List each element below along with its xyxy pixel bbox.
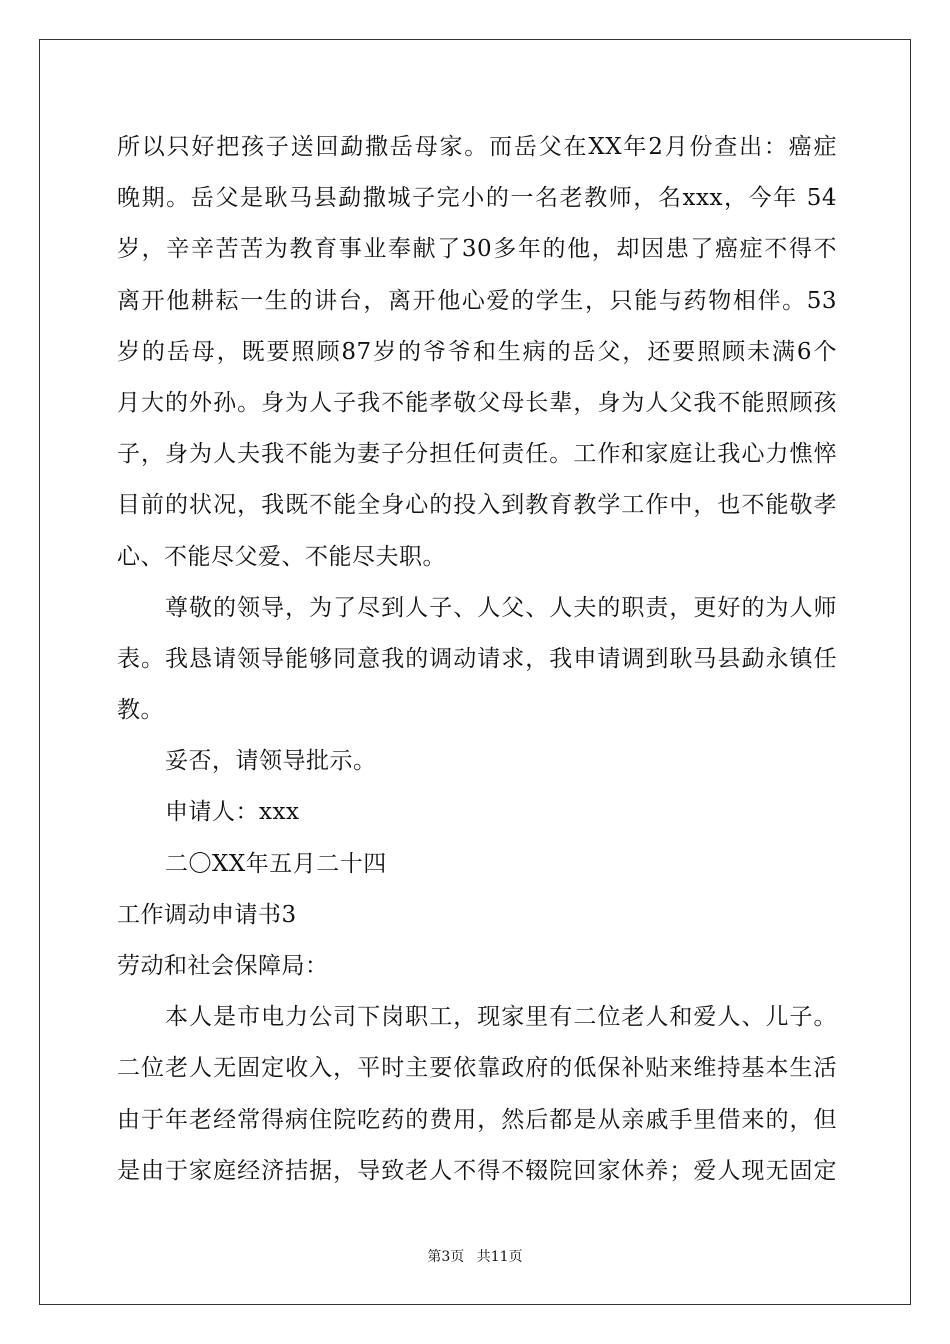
text-line: 是由于家庭经济拮据，导致老人不得不辍院回家休养；爱人现无固定 bbox=[117, 1157, 837, 1184]
page-number: 第3页 bbox=[427, 1249, 465, 1265]
text-line: 所以只好把孩子送回勐撒岳母家。而岳父在XX年2月份查出：癌症 bbox=[117, 134, 837, 160]
addressee-line: 劳动和社会保障局： bbox=[117, 953, 329, 979]
text-line: 尊敬的领导，为了尽到人子、人父、人夫的职责，更好的为人师 bbox=[165, 594, 837, 621]
page-total: 共11页 bbox=[476, 1249, 523, 1265]
text-line: 教。 bbox=[117, 697, 164, 724]
text-line: 岁，辛辛苦苦为教育事业奉献了30多年的他，却因患了癌症不得不 bbox=[117, 236, 837, 263]
text-line: 离开他耕耘一生的讲台，离开他心爱的学生，只能与药物相伴。53 bbox=[117, 287, 837, 314]
date-line: 二〇XX年五月二十四 bbox=[165, 850, 387, 877]
text-line: 本人是市电力公司下岗职工，现家里有二位老人和爱人、儿子。 bbox=[165, 1004, 837, 1031]
section-title: 工作调动申请书3 bbox=[117, 901, 297, 928]
text-line: 表。我恳请领导能够同意我的调动请求，我申请调到耿马县勐永镇任 bbox=[117, 645, 837, 672]
text-line: 目前的状况，我既不能全身心的投入到教育教学工作中，也不能敬孝 bbox=[117, 492, 837, 519]
applicant-line: 申请人：xxx bbox=[165, 799, 300, 826]
text-line: 二位老人无固定收入，平时主要依靠政府的低保补贴来维持基本生活 bbox=[117, 1055, 837, 1082]
text-line: 由于年老经常得病住院吃药的费用，然后都是从亲戚手里借来的，但 bbox=[117, 1106, 837, 1133]
text-line: 岁的岳母，既要照顾87岁的爷爷和生病的岳父，还要照顾未满6个 bbox=[117, 338, 837, 365]
text-line: 月大的外孙。身为人子我不能孝敬父母长辈，身为人父我不能照顾孩 bbox=[117, 389, 837, 416]
text-line: 心、不能尽父爱、不能尽夫职。 bbox=[117, 543, 446, 570]
page-footer bbox=[0, 1246, 950, 1266]
document-body bbox=[117, 122, 837, 1197]
closing-line: 妥否，请领导批示。 bbox=[165, 748, 377, 775]
text-line: 子，身为人夫我不能为妻子分担任何责任。工作和家庭让我心力憔悴 bbox=[117, 441, 837, 468]
text-line: 晚期。岳父是耿马县勐撒城子完小的一名老教师，名xxx，今年 54 bbox=[117, 185, 837, 212]
